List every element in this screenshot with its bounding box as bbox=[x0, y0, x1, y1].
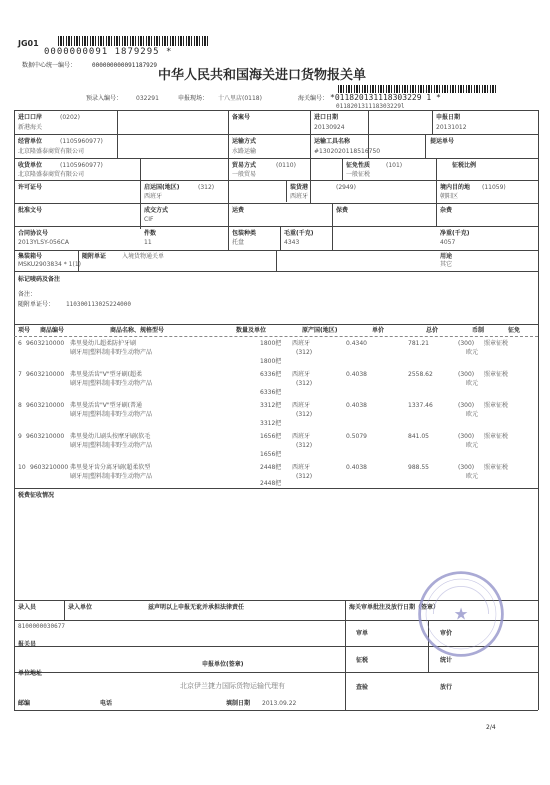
unit-address-label: 单位地址 bbox=[18, 670, 43, 677]
goods-row-no: 6 bbox=[18, 340, 22, 347]
goods-row-spec: 刷牙用|塑料制|非野生动物产品 bbox=[70, 411, 153, 418]
goods-row-price: 0.4038 bbox=[346, 371, 367, 378]
use-label: 用途 bbox=[440, 253, 453, 260]
examine-label: 审单 bbox=[356, 630, 369, 637]
use-value: 其它 bbox=[440, 261, 453, 268]
goods-row-qty-legal: 6336把 bbox=[260, 389, 282, 396]
tax-collect-label: 征税 bbox=[356, 657, 369, 664]
consignee-label: 经营单位 bbox=[18, 138, 43, 145]
origin-country-label: 启运国(地区) bbox=[144, 184, 180, 191]
preentry-value: 032291 bbox=[136, 95, 159, 102]
declare-date-value: 20131012 bbox=[436, 124, 467, 131]
loading-port-label: 装货港 bbox=[290, 184, 309, 191]
origin-country-value: 西班牙 bbox=[144, 193, 163, 200]
goods-header-origin: 原产国(地区) bbox=[302, 327, 338, 334]
goods-row-name: 弗里曼活齿"V"型牙刷(普通 bbox=[70, 402, 142, 409]
license-label: 许可证号 bbox=[18, 184, 43, 191]
goods-header-no: 项号 bbox=[18, 327, 31, 334]
consignee-code: (1105960977) bbox=[60, 138, 103, 145]
barcode-number: 0000000091 1879295 * bbox=[44, 47, 173, 57]
customs-barcode bbox=[338, 85, 498, 93]
goods-row-currency-name: 欧元 bbox=[466, 442, 479, 449]
goods-row-name: 弗里曼活齿"V"型牙刷(超柔 bbox=[70, 371, 142, 378]
destination-label: 境内目的地 bbox=[440, 184, 471, 191]
destination-code: (11059) bbox=[482, 184, 506, 191]
goods-row-currency: (300) bbox=[458, 433, 475, 440]
goods-row-name: 弗里曼幼儿超柔防护牙刷 bbox=[70, 340, 137, 347]
goods-row-currency-name: 欧元 bbox=[466, 473, 479, 480]
goods-row-spec: 刷牙用|塑料制|非野生动物产品 bbox=[70, 380, 153, 387]
goods-row-currency-name: 欧元 bbox=[466, 380, 479, 387]
goods-row-origin: 西班牙 bbox=[292, 371, 311, 378]
svg-text:★: ★ bbox=[453, 604, 469, 624]
port-value: 十八里店(0118) bbox=[218, 95, 262, 102]
goods-row-qty-legal: 1656把 bbox=[260, 451, 282, 458]
bill-no-label: 提运单号 bbox=[430, 138, 455, 145]
customs-no-value: 011820131118303229l bbox=[336, 103, 405, 110]
goods-row-total: 781.21 bbox=[408, 340, 429, 347]
deal-mode-value: CIF bbox=[144, 216, 154, 223]
port-label: 申报现场： bbox=[178, 95, 209, 102]
tax-nature-code: (101) bbox=[386, 162, 403, 169]
marks-label: 标记唛码及备注 bbox=[18, 276, 61, 283]
tax-ratio-label: 征税比例 bbox=[452, 162, 477, 169]
tax-nature-value: 一般征税 bbox=[346, 171, 371, 178]
trade-mode-label: 贸易方式 bbox=[232, 162, 257, 169]
deal-mode-label: 成交方式 bbox=[144, 207, 169, 214]
header-barcode bbox=[58, 36, 208, 46]
goods-row-origin-code: (312) bbox=[296, 411, 313, 418]
page-title: 中华人民共和国海关进口货物报关单 bbox=[158, 68, 367, 83]
loading-port-code: (2949) bbox=[336, 184, 356, 191]
goods-header-name: 商品名称、规格型号 bbox=[110, 327, 165, 334]
goods-header-currency: 币制 bbox=[472, 327, 485, 334]
goods-row-price: 0.4038 bbox=[346, 464, 367, 471]
goods-row-origin: 西班牙 bbox=[292, 433, 311, 440]
import-port-value: 新港海关 bbox=[18, 124, 43, 131]
pieces-value: 11 bbox=[144, 239, 152, 246]
tax-collection-label: 税费征收情况 bbox=[18, 492, 55, 499]
gross-weight-label: 毛重(千克) bbox=[284, 230, 314, 237]
container-value: MSKU2903834 * 1(1) bbox=[18, 261, 82, 268]
declare-unit-value: 北京伊兰捷力国际货物运输代理有 bbox=[180, 682, 285, 690]
approval-label: 批准文号 bbox=[18, 207, 43, 214]
customs-no-label: 海关编号： bbox=[298, 95, 329, 102]
transport-mode-value: 水路运输 bbox=[232, 148, 257, 155]
consignee-value: 北京隆盛泰商贸有限公司 bbox=[18, 148, 85, 155]
goods-row-spec: 刷牙用|塑料制|非野生动物产品 bbox=[70, 442, 153, 449]
receiver-label: 收货单位 bbox=[18, 162, 43, 169]
docs-no-value: 110300113025224000 bbox=[66, 301, 132, 308]
contract-value: 2013YLSY-056CA bbox=[18, 239, 69, 246]
container-label: 集装箱号 bbox=[18, 253, 43, 260]
freight-label: 运费 bbox=[232, 207, 245, 214]
goods-row-total: 2558.62 bbox=[408, 371, 433, 378]
goods-row-origin: 西班牙 bbox=[292, 402, 311, 409]
docs-no-label: 随附单证号： bbox=[18, 301, 55, 308]
trade-mode-code: (0110) bbox=[276, 162, 296, 169]
goods-row-name: 弗里曼牙齿分离牙刷(超柔软型 bbox=[70, 464, 151, 471]
goods-row-tax: 照章征税 bbox=[484, 433, 509, 440]
goods-row-origin-code: (312) bbox=[296, 349, 313, 356]
goods-row-origin-code: (312) bbox=[296, 473, 313, 480]
goods-row-tax: 照章征税 bbox=[484, 464, 509, 471]
goods-row-spec: 刷牙用|塑料制|非野生动物产品 bbox=[70, 349, 153, 356]
goods-row-code: 9603210000 bbox=[26, 402, 65, 409]
release-label: 放行 bbox=[440, 684, 453, 691]
goods-row-name: 弗里曼幼儿刷头按摩牙刷(软毛 bbox=[70, 433, 151, 440]
fill-date-value: 2013.09.22 bbox=[262, 700, 297, 707]
goods-row-currency: (300) bbox=[458, 464, 475, 471]
goods-row-origin-code: (312) bbox=[296, 380, 313, 387]
package-value: 托盘 bbox=[232, 239, 245, 246]
loading-port-value: 西班牙 bbox=[290, 193, 309, 200]
import-date-label: 进口日期 bbox=[314, 114, 339, 121]
postcode-label: 邮编 bbox=[18, 700, 31, 707]
goods-header-price: 单价 bbox=[372, 327, 385, 334]
receiver-code: (1105960977) bbox=[60, 162, 103, 169]
declare-date-label: 申报日期 bbox=[436, 114, 461, 121]
goods-row-no: 9 bbox=[18, 433, 22, 440]
package-label: 包装种类 bbox=[232, 230, 257, 237]
insurance-label: 保费 bbox=[336, 207, 349, 214]
goods-row-origin: 西班牙 bbox=[292, 464, 311, 471]
goods-row-price: 0.5079 bbox=[346, 433, 367, 440]
form-code: JG01 bbox=[18, 39, 39, 48]
misc-label: 杂费 bbox=[440, 207, 453, 214]
goods-row-origin: 西班牙 bbox=[292, 340, 311, 347]
contract-label: 合同协议号 bbox=[18, 230, 49, 237]
goods-row-tax: 照章征税 bbox=[484, 371, 509, 378]
import-port-label: 进口口岸 bbox=[18, 114, 43, 121]
transport-tool-label: 运输工具名称 bbox=[314, 138, 351, 145]
goods-row-qty-legal: 1800把 bbox=[260, 358, 282, 365]
record-no-label: 备案号 bbox=[232, 114, 251, 121]
goods-row-total: 1337.46 bbox=[408, 402, 433, 409]
goods-row-price: 0.4340 bbox=[346, 340, 367, 347]
preparer-number: 8100000030677 bbox=[18, 623, 65, 630]
goods-row-qty: 3312把 bbox=[260, 402, 282, 409]
transport-mode-label: 运输方式 bbox=[232, 138, 257, 145]
goods-row-total: 841.05 bbox=[408, 433, 429, 440]
origin-country-code: (312) bbox=[198, 184, 215, 191]
goods-row-currency: (300) bbox=[458, 371, 475, 378]
phone-label: 电话 bbox=[100, 700, 113, 707]
goods-row-qty: 2448把 bbox=[260, 464, 282, 471]
preparer-unit-label: 录入单位 bbox=[68, 604, 93, 611]
trade-mode-value: 一般贸易 bbox=[232, 171, 257, 178]
goods-row-price: 0.4038 bbox=[346, 402, 367, 409]
preparer-label: 录入员 bbox=[18, 604, 37, 611]
goods-row-code: 9603210000 bbox=[30, 464, 69, 471]
goods-row-no: 8 bbox=[18, 402, 22, 409]
declarer-label: 报关员 bbox=[18, 641, 37, 648]
goods-row-qty-legal: 3312把 bbox=[260, 420, 282, 427]
remarks-label: 备注： bbox=[18, 291, 37, 298]
page-number: 2/4 bbox=[486, 724, 496, 731]
company-stamp bbox=[415, 568, 507, 660]
customs-no-barcode-text: *011820131118303229 1 * bbox=[330, 93, 441, 102]
receiver-value: 北京隆盛泰商贸有限公司 bbox=[18, 171, 85, 178]
goods-row-tax: 照章征税 bbox=[484, 340, 509, 347]
goods-row-tax: 照章征税 bbox=[484, 402, 509, 409]
net-weight-value: 4057 bbox=[440, 239, 456, 246]
goods-header-qty: 数量及单位 bbox=[236, 327, 267, 334]
preentry-label: 预录入编号： bbox=[86, 95, 123, 102]
tax-nature-label: 征免性质 bbox=[346, 162, 371, 169]
import-port-code: (0202) bbox=[60, 114, 80, 121]
inspect-label: 查验 bbox=[356, 684, 369, 691]
docs-label: 随附单证 bbox=[82, 253, 107, 260]
goods-row-total: 988.55 bbox=[408, 464, 429, 471]
statistics-label: 统计 bbox=[440, 657, 453, 664]
goods-header-code: 商品编号 bbox=[40, 327, 65, 334]
goods-row-qty: 6336把 bbox=[260, 371, 282, 378]
goods-row-origin-code: (312) bbox=[296, 442, 313, 449]
declaration-text: 兹声明以上申报无讹并承担法律责任 bbox=[148, 604, 245, 611]
transport-tool-value: #1302020118516750 bbox=[314, 148, 381, 155]
import-date-value: 20130924 bbox=[314, 124, 345, 131]
destination-value: 朝阳区 bbox=[440, 193, 459, 200]
goods-row-code: 9603210000 bbox=[26, 340, 65, 347]
goods-row-currency: (300) bbox=[458, 402, 475, 409]
goods-row-qty: 1800把 bbox=[260, 340, 282, 347]
goods-row-no: 10 bbox=[18, 464, 26, 471]
goods-row-qty-legal: 2448把 bbox=[260, 480, 282, 487]
data-center-number: 000000000091187929 bbox=[92, 62, 158, 69]
net-weight-label: 净重(千克) bbox=[440, 230, 470, 237]
data-center-label: 数据中心统一编号： bbox=[22, 62, 77, 69]
goods-row-no: 7 bbox=[18, 371, 22, 378]
goods-row-currency-name: 欧元 bbox=[466, 349, 479, 356]
goods-row-spec: 刷牙用|塑料制|非野生动物产品 bbox=[70, 473, 153, 480]
approve-price-label: 审价 bbox=[440, 630, 453, 637]
docs-value: 入境货物通关单 bbox=[122, 253, 165, 260]
customs-review-label: 海关审单批注及放行日期（签章） bbox=[349, 604, 440, 611]
goods-row-code: 9603210000 bbox=[26, 433, 65, 440]
goods-header-tax: 征免 bbox=[508, 327, 521, 334]
goods-row-code: 9603210000 bbox=[26, 371, 65, 378]
fill-date-label: 填制日期 bbox=[226, 700, 251, 707]
gross-weight-value: 4343 bbox=[284, 239, 300, 246]
declare-unit-label: 申报单位(签章) bbox=[202, 661, 244, 668]
goods-header-total: 总价 bbox=[426, 327, 439, 334]
goods-row-qty: 1656把 bbox=[260, 433, 282, 440]
goods-row-currency: (300) bbox=[458, 340, 475, 347]
goods-row-currency-name: 欧元 bbox=[466, 411, 479, 418]
pieces-label: 件数 bbox=[144, 230, 157, 237]
